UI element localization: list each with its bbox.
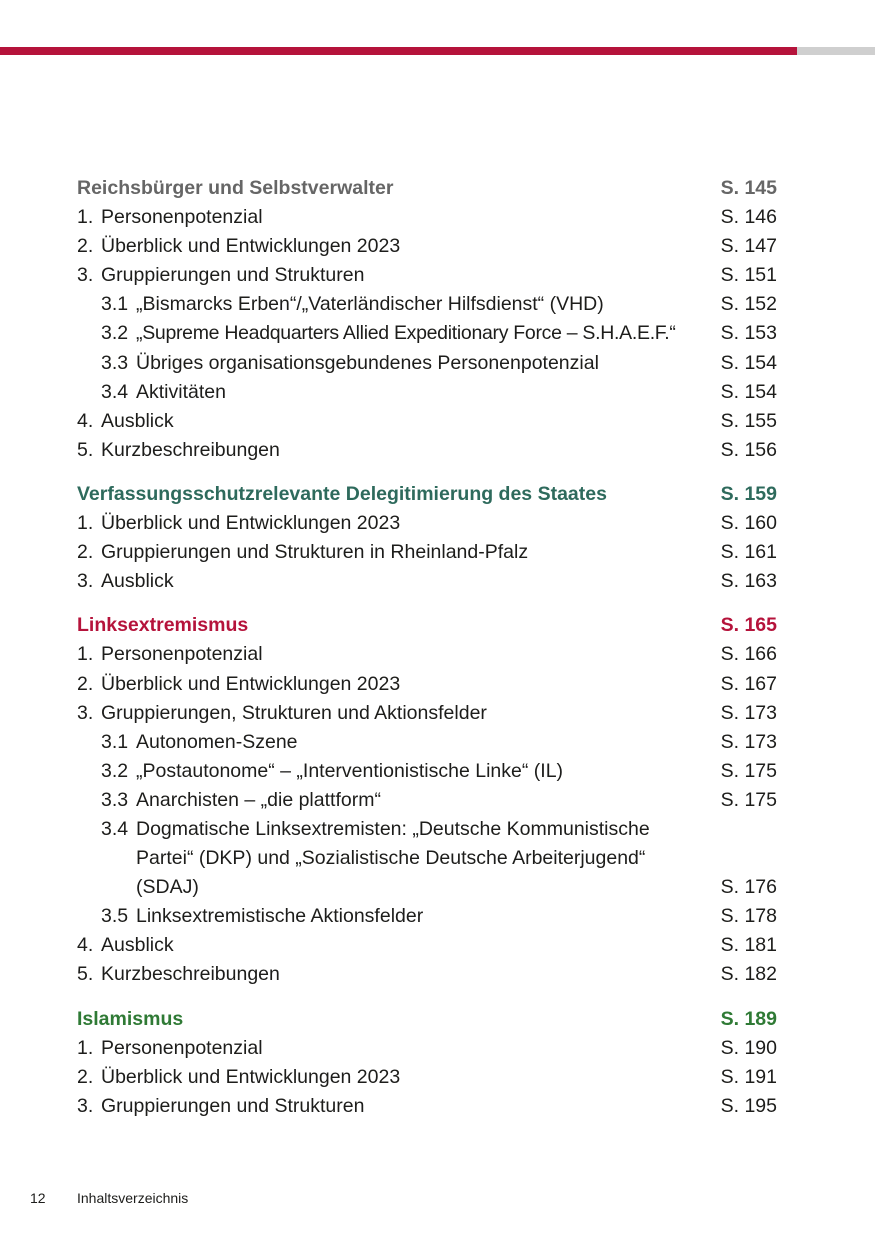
accent-bar-grey — [797, 47, 875, 55]
accent-bar — [0, 47, 797, 55]
toc-entry[interactable]: 2. Gruppierungen und Strukturen in Rheinland-Pfalz S. 161 — [77, 541, 777, 564]
toc-section-linksextremismus — [77, 611, 777, 989]
toc-entry[interactable]: 2. Überblick und Entwicklungen 2023 S. 191 — [77, 1065, 777, 1088]
toc-subentry[interactable]: 3.1 „Bismarcks Erben“/„Vaterländischer Hilfsdienst“ (VHD) S. 152 — [101, 293, 777, 316]
toc-entry[interactable]: 2. Überblick und Entwicklungen 2023 S. 167 — [77, 672, 777, 695]
toc-subentry[interactable]: 3.2 „Postautonome“ – „Interventionistische Linke“ (IL) S. 175 — [101, 759, 777, 782]
toc-subentry[interactable]: 3.5 Linksextremistische Aktionsfelder S. 178 — [101, 905, 777, 928]
toc-entry[interactable]: 1. Personenpotenzial S. 166 — [77, 643, 777, 666]
toc-entry[interactable]: 2. Überblick und Entwicklungen 2023 S. 147 — [77, 235, 777, 258]
toc-entry[interactable]: 1. Überblick und Entwicklungen 2023 S. 160 — [77, 512, 777, 535]
toc-heading[interactable]: Linksextremismus S. 165 — [77, 614, 777, 637]
table-of-contents — [77, 174, 777, 1136]
toc-entry[interactable]: 5. Kurzbeschreibungen S. 156 — [77, 438, 777, 461]
toc-section-delegitimierung — [77, 480, 777, 596]
toc-subentry[interactable]: 3.1 Autonomen-Szene S. 173 — [101, 730, 777, 753]
toc-heading[interactable]: Islamismus S. 189 — [77, 1007, 777, 1030]
toc-heading[interactable]: Reichsbürger und Selbstverwalter S. 145 — [77, 177, 777, 199]
toc-section-reichsbuerger — [77, 174, 777, 465]
toc-subentry[interactable]: 3.2 „Supreme Headquarters Allied Expeditionary Force – S.H.A.E.F.“ S. 153 — [101, 322, 777, 345]
toc-entry[interactable]: 1. Personenpotenzial S. 146 — [77, 206, 777, 229]
toc-subentry[interactable]: 3.4 Dogmatische Linksextremisten: „Deutsche Kommunistische Partei“ (DKP) und „Sozialistische Deutsche Arbeiterjugend“ (SDAJ) S. 176 — [101, 817, 777, 899]
toc-entry[interactable]: 5. Kurzbeschreibungen S. 182 — [77, 963, 777, 986]
toc-section-islamismus — [77, 1005, 777, 1121]
toc-entry[interactable]: 3. Ausblick S. 163 — [77, 570, 777, 593]
toc-entry[interactable]: 4. Ausblick S. 181 — [77, 934, 777, 957]
toc-heading[interactable]: Verfassungsschutzrelevante Delegitimierung des Staates S. 159 — [77, 482, 777, 505]
toc-entry[interactable]: 3. Gruppierungen, Strukturen und Aktionsfelder S. 173 — [77, 701, 777, 724]
toc-subentry[interactable]: 3.4 Aktivitäten S. 154 — [101, 380, 777, 403]
toc-entry[interactable]: 4. Ausblick S. 155 — [77, 409, 777, 432]
toc-entry[interactable]: 1. Personenpotenzial S. 190 — [77, 1036, 777, 1059]
page-number: 12 — [30, 1190, 46, 1206]
toc-subentry[interactable]: 3.3 Anarchisten – „die plattform“ S. 175 — [101, 788, 777, 811]
footer-label: Inhaltsverzeichnis — [77, 1190, 189, 1206]
toc-entry[interactable]: 3. Gruppierungen und Strukturen S. 195 — [77, 1094, 777, 1117]
toc-subentry[interactable]: 3.3 Übriges organisationsgebundenes Personenpotenzial S. 154 — [101, 351, 777, 374]
toc-entry[interactable]: 3. Gruppierungen und Strukturen S. 151 — [77, 264, 777, 287]
